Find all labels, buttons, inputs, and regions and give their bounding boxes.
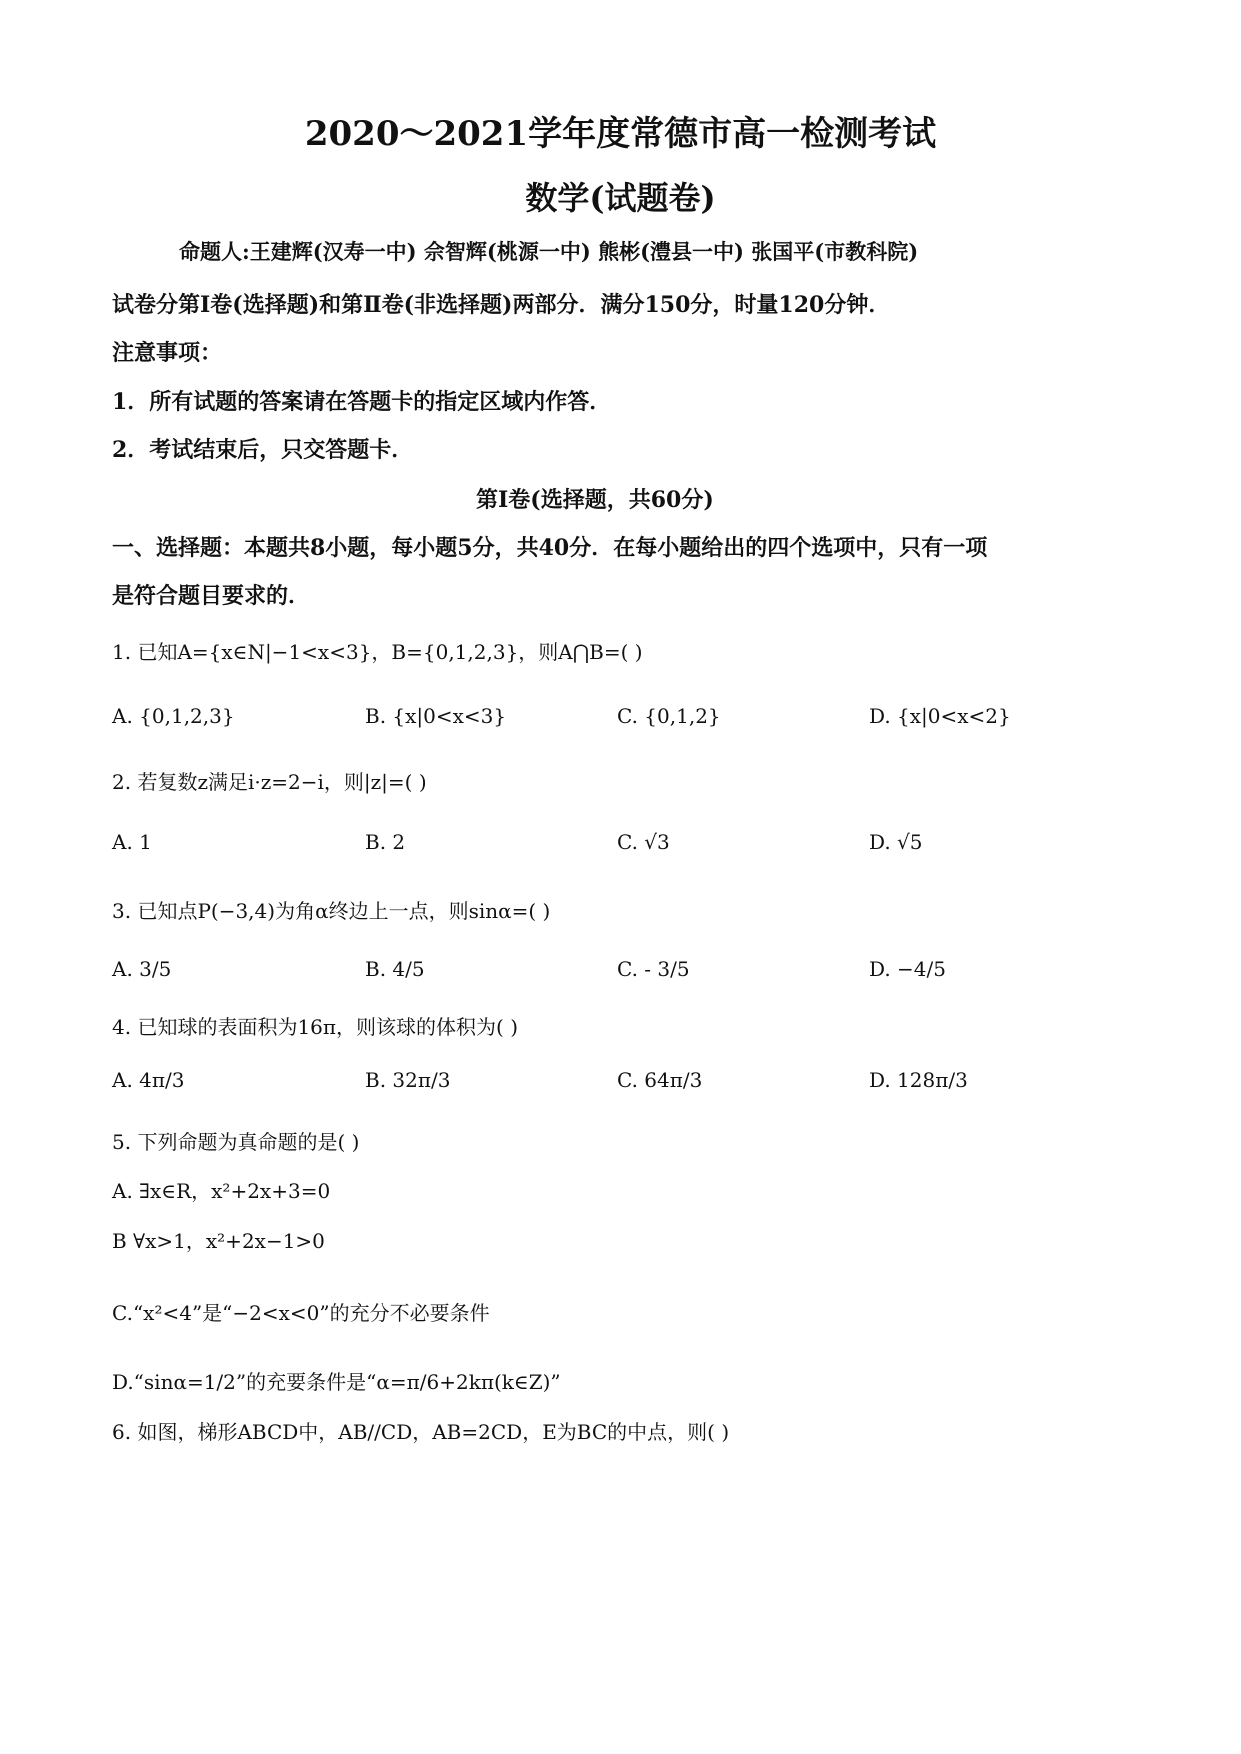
question-2-stem: 2. 若复数z满足i·z=2−i，则|z|=( ) (112, 770, 427, 794)
exam-intro: 试卷分第Ⅰ卷(选择题)和第Ⅱ卷(非选择题)两部分．满分150分，时量120分钟． (112, 292, 891, 318)
question-3-option-a: A. 3/5 (112, 957, 172, 981)
question-4-option-d: D. 128π/3 (869, 1068, 968, 1092)
question-1-option-a: A. {0,1,2,3} (112, 704, 235, 728)
question-3-option-d: D. −4/5 (869, 957, 946, 981)
question-2-option-b: B. 2 (365, 830, 406, 854)
author-line: 命题人:王建辉(汉寿一中) 佘智辉(桃源一中) 熊彬(澧县一中) 张国平(市教科院) (179, 239, 919, 264)
notice-title: 注意事项： (112, 340, 223, 366)
section-instruction-line-2: 是符合题目要求的． (112, 583, 311, 609)
notice-item-2: 2．考试结束后，只交答题卡． (112, 437, 414, 463)
question-2-option-c: C. √3 (617, 830, 670, 854)
question-1-option-b: B. {x|0<x<3} (365, 704, 507, 728)
question-5-stem: 5. 下列命题为真命题的是( ) (112, 1130, 360, 1154)
question-5-option-c: C.“x²<4”是“−2<x<0”的充分不必要条件 (112, 1301, 490, 1325)
question-2-option-d: D. √5 (869, 830, 923, 854)
exam-title: 2020～2021学年度常德市高一检测考试 (304, 114, 937, 154)
question-6-stem: 6. 如图，梯形ABCD中，AB//CD，AB=2CD，E为BC的中点，则( ) (112, 1420, 730, 1444)
question-3-option-b: B. 4/5 (365, 957, 425, 981)
question-4-option-c: C. 64π/3 (617, 1068, 703, 1092)
question-1-stem: 1. 已知A={x∈N|−1<x<3}，B={0,1,2,3}，则A⋂B=( ) (112, 640, 643, 664)
question-5-option-d: D.“sinα=1/2”的充要条件是“α=π/6+2kπ(k∈Z)” (112, 1370, 561, 1394)
question-4-option-a: A. 4π/3 (112, 1068, 185, 1092)
notice-item-1: 1．所有试题的答案请在答题卡的指定区域内作答． (112, 389, 612, 415)
section-heading: 第Ⅰ卷(选择题，共60分) (476, 487, 714, 513)
question-4-option-b: B. 32π/3 (365, 1068, 451, 1092)
section-instruction-line-1: 一、选择题：本题共8小题，每小题5分，共40分．在每小题给出的四个选项中，只有一项 (112, 535, 988, 561)
question-2-option-a: A. 1 (112, 830, 152, 854)
exam-subtitle: 数学(试题卷) (525, 179, 716, 217)
question-5-option-b: B ∀x>1，x²+2x−1>0 (112, 1229, 325, 1253)
question-3-stem: 3. 已知点P(−3,4)为角α终边上一点，则sinα=( ) (112, 899, 551, 923)
question-1-option-c: C. {0,1,2} (617, 704, 721, 728)
question-4-stem: 4. 已知球的表面积为16π，则该球的体积为( ) (112, 1015, 518, 1039)
question-3-option-c: C. - 3/5 (617, 957, 690, 981)
question-5-option-a: A. ∃x∈R，x²+2x+3=0 (112, 1179, 331, 1203)
question-1-option-d: D. {x|0<x<2} (869, 704, 1011, 728)
